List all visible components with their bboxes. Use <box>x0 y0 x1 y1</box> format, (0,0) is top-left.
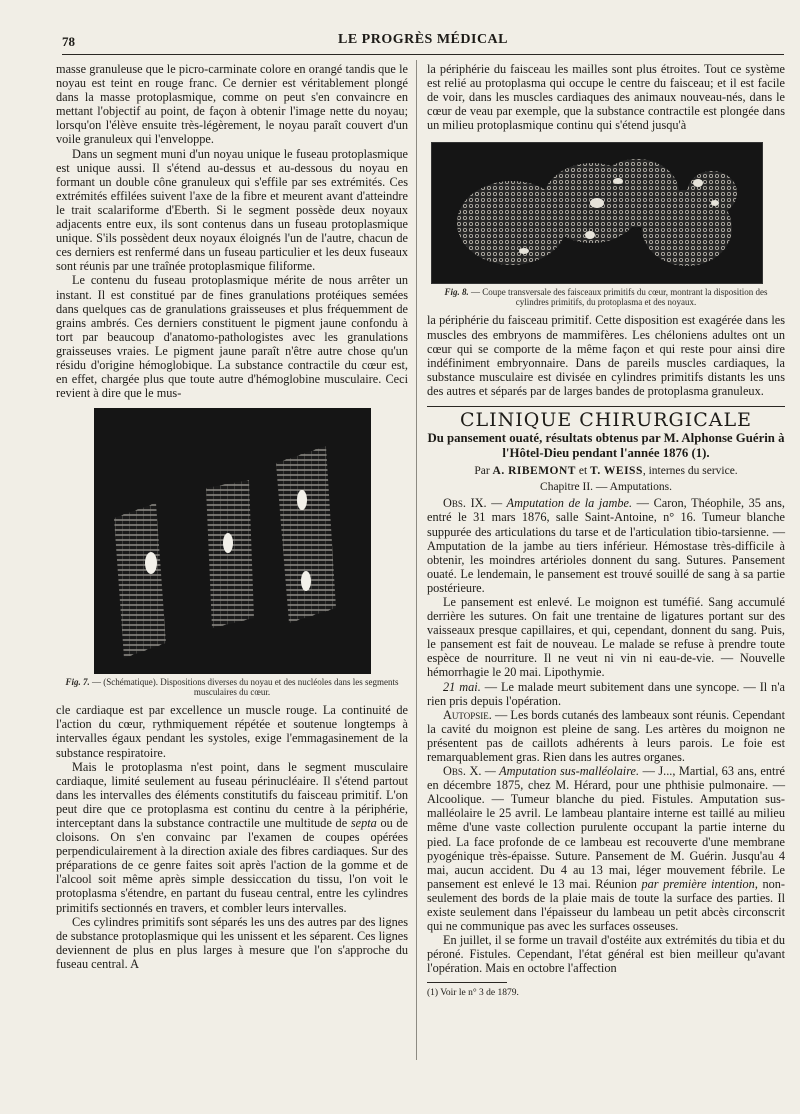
authors-prefix: Par <box>474 465 493 478</box>
figure-8-caption-text: — Coupe transversale des faisceaux primitifs du cœur, montrant la disposition des cylindres primitifs, du protoplasma et des noyaux. <box>468 287 768 308</box>
observation-title: — Amputation sus-malléolaire. <box>481 764 640 779</box>
author-name: A. RIBEMONT <box>492 465 576 478</box>
paragraph <box>56 760 408 915</box>
figure-8-caption <box>427 287 785 307</box>
date-label: 21 mai. <box>443 679 481 694</box>
figure-7-illustration <box>94 408 371 674</box>
italic-term: par première intention <box>641 876 755 891</box>
observation-10 <box>427 764 785 933</box>
paragraph-text: — Le malade meurt subitement dans une syncope. — Il n'a rien pris depuis l'opération. <box>427 679 785 708</box>
observation-9 <box>427 496 785 595</box>
italic-term: septa <box>350 816 377 830</box>
paragraph: la périphérie du faisceau les mailles sont plus étroites. Tout ce système est relié au protoplasma qui occupe le centre du faisceau; et il est facile de voir, dans les muscles cardiaques des animaux nouveau-nés, dans le cœur de veau par exemple, que la substance contractile est plongée dans un milieu protoplasmique continu qui s'étend jusqu'à <box>427 62 785 133</box>
article-authors <box>427 464 785 478</box>
observation-label: Obs. IX. <box>443 496 487 511</box>
paragraph: Le pansement est enlevé. Le moignon est tuméfié. Sang accumulé derrière les sutures. On fait une trentaine de ligatures portant sur des vaisseaux presque capillaires, et qui, cependant, donnent du sang. Puis, le pansement est fait de nouveau. Le malade se refuse à prendre toute espèce de nourriture. Il ne veut ni vin ni eau-de-vie. — Nouvelle hémorrhagie le 20 mai. Lipothymie. <box>427 594 785 680</box>
paragraph-text: ou de cloisons. On s'en convainc par l'examen de coupes opérées perpendiculairement à la direction axiale des fibres cardiaques. Sur des préparations de ce genre faites soit après l'action de la gomme et de l'alcool soit même après simple dessiccation du tissu, l'on voit le protoplasma s'étendre, en partant du fuseau central, entre les cylindres primitifs sectionnés en travers, et combler leurs intervalles. <box>56 816 408 915</box>
paragraph: masse granuleuse que le picro-carminate colore en orangé tandis que le noyau est teint en rouge franc. Ce dernier est véritablement plongé dans la masse protoplasmique, comme on peut s'en convaincre en mettant l'objectif au point, de façon à obtenir l'image nette du noyau; lorsqu'on l'élève ensuite très-légèrement, le noyau paraît couvert d'un voile granuleux qui l'enveloppe. <box>56 62 408 147</box>
figure-7-label: Fig. 7. <box>65 677 90 688</box>
page-header <box>62 28 784 55</box>
paragraph-text: Mais le protoplasma n'est point, dans le segment musculaire cardiaque, limité seulement au fuseau périnucléaire. Il s'étend partout dans les intervalles des éléments constitutifs du faisceau primitif. L'on peut dire que ce protoplasma est continu du centre à la périphérie, interceptant dans la substance contractile une multitude de <box>56 759 408 830</box>
journal-title: LE PROGRÈS MÉDICAL <box>337 32 509 47</box>
autopsy-label: Autopsie. <box>443 707 492 722</box>
observation-text: — J..., Martial, 63 ans, entré en décembre 1875, chez M. Hérard, pour une phthisie pulmonaire. — Alcoolique. — Tumeur blanche du pied. Fistules. Amputation sus-malléolaire le 25 avril. Le lambeau plantaire interne est taillé au milieu même d'une vaste collection purulente occupant la partie interne du pied. La face profonde de ce lambeau est recouverte d'une membrane pyogénique très-épaisse. Suture. Pansement de M. Guérin. Jusqu'au 4 mai, aucun accident. Du 4 au 13 mai, léger mouvement fébrile. Le pansement est enlevé le 13 mai. Réunion <box>427 764 785 891</box>
author-name: T. WEISS <box>590 465 643 478</box>
figure-7-caption <box>56 677 408 697</box>
paragraph: la périphérie du faisceau primitif. Cette disposition est exagérée dans les muscles des embryons de mammifères. Les chéloniens adultes ont un cœur qui se comporte de la même façon et qui reste pour ainsi dire indéfiniment embryonnaire. Dans de pareils muscles cardiaques, la substance musculaire est divisée en cylindres primitifs distants les uns des autres et séparés par de larges bandes de protoplasma granuleux. <box>427 313 785 398</box>
paragraph-text: — Les bords cutanés des lambeaux sont réunis. Cependant la cavité du moignon est pleine de sang. Les artères du moignon ne présentent pas de caillots adhérents à leurs parois. Le foie est remarquablement gras. Rien dans les autres organes. <box>427 707 785 764</box>
article-title: Du pansement ouaté, résultats obtenus par M. Alphonse Guérin à l'Hôtel-Dieu pendant l'année 1876 (1). <box>427 431 785 461</box>
autopsy-paragraph <box>427 708 785 764</box>
paragraph <box>427 680 785 708</box>
footnote: (1) Voir le n° 3 de 1879. <box>427 987 519 998</box>
observation-text: , non-seulement des bords de la plaie mais de toute la surface des parties. Il existe seulement dans l'épaisseur du lambeau un petit abcès circonscrit qui ne communique pas avec les surfaces osseuses. <box>427 876 785 934</box>
footnote-rule <box>427 982 507 983</box>
observation-text: — Caron, Théophile, 35 ans, entré le 31 mars 1876, salle Saint-Antoine, n° 16. Tumeur blanche suppurée des articulations du tarse et de l'articulation tibio-tarsienne. — Amputation de la jambe au tiers inférieur. Hémostase très-difficile à obtenir, les moindres artérioles donnent du sang. Sutures. Pansement ouaté. Le lendemain, le pansement est trouvé souillé de sang à sa partie postérieure. <box>427 496 785 595</box>
paragraph: En juillet, il se forme un travail d'ostéite aux extrémités du tibia et du péroné. Fistules. Cependant, l'état général est bien meilleur qu'avant l'opération. Mais en octobre l'affection <box>427 933 785 976</box>
authors-conjunction: et <box>575 465 591 478</box>
figure-8-illustration <box>431 142 763 284</box>
paragraph: Dans un segment muni d'un noyau unique le fuseau protoplasmique est unique aussi. Il s'étend au-dessus et au-dessous du noyau en formant un double cône granuleux qui s'effile par ses extrémités. Ces extrémités effilées suivent l'axe de la fibre et meurent avant d'atteindre le trait scalariforme d'Eberth. Si le segment possède deux noyaux adjacents entre eux, ils sont contenus dans un fuseau protoplasmique unique. S'ils possèdent deux noyaux éloignés l'un de l'autre, chacun de ces derniers est renfermé dans un fuseau particulier et les deux fuseaux sont réunis par une traînée protoplasmique filiforme. <box>56 146 408 274</box>
paragraph: Ces cylindres primitifs sont séparés les uns des autres par des lignes de substance protoplasmique qui les unissent et les séparent. Ces lignes deviennent de plus en plus larges à mesure que l'on s'approche du fuseau central. A <box>56 914 408 971</box>
figure-7-caption-text: — (Schématique). Dispositions diverses du noyau et des nucléoles dans les segments musculaires du cœur. <box>89 677 399 698</box>
authors-suffix: , internes du service. <box>642 465 738 478</box>
column-divider <box>416 60 417 1060</box>
observation-label: Obs. X. <box>443 764 482 779</box>
figure-8-label: Fig. 8. <box>444 287 469 298</box>
paragraph: cle cardiaque est par excellence un muscle rouge. La continuité de l'action du cœur, rythmiquement répétée et soutenue longtemps à intervalles égaux pendant les systoles, exige l'emmagasinement de la substance respiratoire. <box>56 703 408 760</box>
right-column <box>427 62 785 1000</box>
page-number: 78 <box>62 34 75 49</box>
left-column <box>56 62 408 971</box>
chapter-heading: Chapitre II. — Amputations. <box>540 481 672 494</box>
paragraph: Le contenu du fuseau protoplasmique mérite de nous arrêter un instant. Il est constitué par de fines granulations protéiques semées dans quelques cas de granulations graisseuses et plus fréquemment de grains ambrés. Ces derniers constituent le pigment jaune confondu à tort par beaucoup d'anatomo-pathologistes avec les granulations graisseuses vraies. Le pigment jaune paraît n'être autre chose qu'un résidu d'origine hémoglobique. La substance contractile du cœur est, en effet, chargée plus que toute autre d'hémoglobine musculaire. Ceci revient à dire que le mus- <box>56 273 408 401</box>
observation-title: — Amputation de la jambe. <box>486 496 633 511</box>
section-title: CLINIQUE CHIRURGICALE <box>427 406 785 427</box>
